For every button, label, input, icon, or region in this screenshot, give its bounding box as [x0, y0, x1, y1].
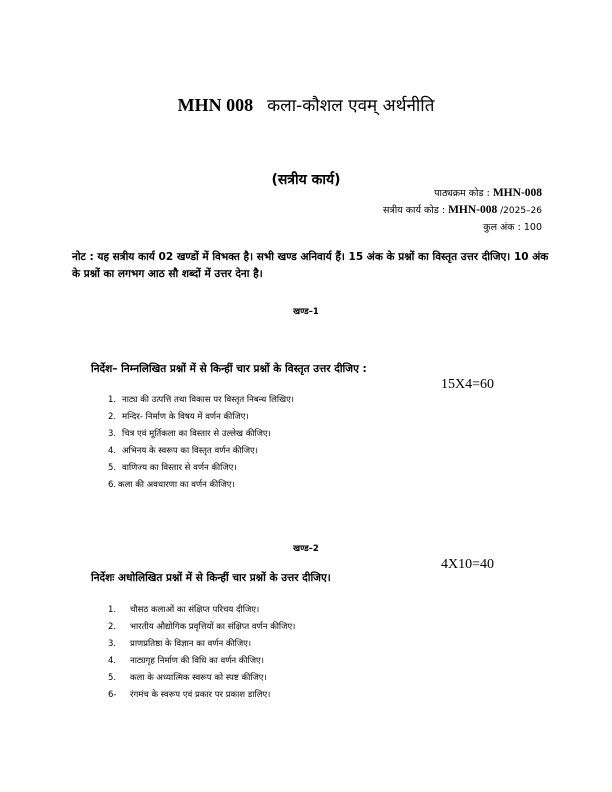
question-text: चौसठ कलाओं का संक्षिप्त परिचय दीजिए।	[130, 605, 260, 615]
section-1-question	[108, 411, 249, 422]
meta-assignment-code-label: सत्रीय कार्य कोड :	[383, 205, 449, 216]
document-title	[0, 93, 612, 116]
course-title: कला-कौशल एवम् अर्थनीति	[267, 96, 435, 116]
question-number: 3.	[108, 639, 117, 649]
section-2-question	[108, 689, 270, 700]
section-2-question	[108, 604, 259, 615]
question-number: 5.	[108, 463, 117, 473]
document-subtitle: (सत्रीय कार्य)	[271, 172, 341, 188]
meta-total-marks-label: कुल अंक :	[483, 222, 524, 233]
meta-assignment-code-value: MHN-008	[448, 204, 498, 216]
question-number: 4.	[108, 446, 117, 456]
section-1-question	[108, 394, 294, 405]
question-text: चित्र एवं मूर्तिकला का विस्तार से उल्लेख कीजिए।	[122, 429, 271, 439]
question-text: भारतीय औद्योगिक प्रवृत्तियों का संक्षिप्त वर्णन कीजिए।	[130, 622, 296, 632]
meta-course-code-value: MHN-008	[492, 187, 542, 199]
question-text: कला के अध्यात्मिक स्वरूप को स्पष्ट कीजिए।	[130, 673, 267, 683]
section-1-question	[108, 445, 258, 456]
meta-assignment-session: /2025–26	[497, 206, 542, 216]
question-text: वाणिज्य का विस्तार से वर्णन कीजिए।	[122, 463, 237, 473]
section-2-question	[108, 621, 295, 632]
meta-course-code-label: पाठ्यक्रम कोड :	[434, 188, 493, 199]
question-number: 5.	[108, 673, 117, 683]
question-text: कला की अवधारणा का वर्णन कीजिए।	[118, 480, 235, 490]
question-text: मन्दिर- निर्माण के विषय में वर्णन कीजिए।	[122, 412, 249, 422]
meta-total-marks	[483, 220, 542, 233]
section-2-question	[108, 655, 264, 666]
question-text: नाट्यगृह निर्माण की विधि का वर्णन कीजिए।	[130, 656, 264, 666]
section-2-instruction: निर्देशः अधोलिखित प्रश्नों में से किन्हीं चार प्रश्नों के उत्तर दीजिए।	[91, 572, 331, 584]
question-text: अभिनय के स्वरूप का विस्तृत वर्णन कीजिए।	[122, 446, 258, 456]
section-1-instruction: निर्देश– निम्नलिखित प्रश्नों में से किन्हीं चार प्रश्नों के विस्तृत उत्तर दीजिए :	[91, 363, 367, 375]
question-number: 3.	[108, 429, 117, 439]
section-2-question	[108, 638, 251, 649]
section-1-question	[108, 479, 235, 490]
section-1-heading: खण्ड–1	[293, 307, 319, 317]
meta-assignment-code	[383, 203, 542, 216]
question-text: रंगमंच के स्वरूप एवं प्रकार पर प्रकाश डालिए।	[130, 690, 271, 700]
course-code: MHN 008	[177, 95, 254, 115]
section-2-heading: खण्ड–2	[293, 544, 319, 554]
section-1-question	[108, 428, 271, 439]
meta-total-marks-value: 100	[523, 222, 542, 233]
question-number: 2.	[108, 622, 117, 632]
question-number: 6.	[108, 480, 117, 490]
meta-course-code	[434, 186, 542, 199]
question-text: प्राणप्रतिष्ठा के विज्ञान का वर्णन कीजिए।	[130, 639, 252, 649]
section-2-question	[108, 672, 267, 683]
assignment-note: नोट : यह सत्रीय कार्य 02 खण्डों में विभक्त है। सभी खण्ड अनिवार्य हैं। 15 अंक के प्रश्नों का विस्तृत उत्तर दीजिए। 10 अंक के प्रश्नों का लगभग आठ सौ शब्दों में उत्तर देना है।	[72, 251, 549, 280]
question-number: 1.	[108, 605, 117, 615]
section-2-marks: 4X10=40	[441, 557, 495, 572]
question-text: नाट्य की उत्पत्ति तथा विकास पर विस्तृत निबन्ध लिखिए।	[122, 395, 294, 405]
question-number: 1.	[108, 395, 117, 405]
question-number: 6-	[108, 690, 117, 700]
section-1-question	[108, 462, 237, 473]
question-number: 4.	[108, 656, 117, 666]
section-1-marks: 15X4=60	[441, 377, 495, 392]
question-number: 2.	[108, 412, 117, 422]
